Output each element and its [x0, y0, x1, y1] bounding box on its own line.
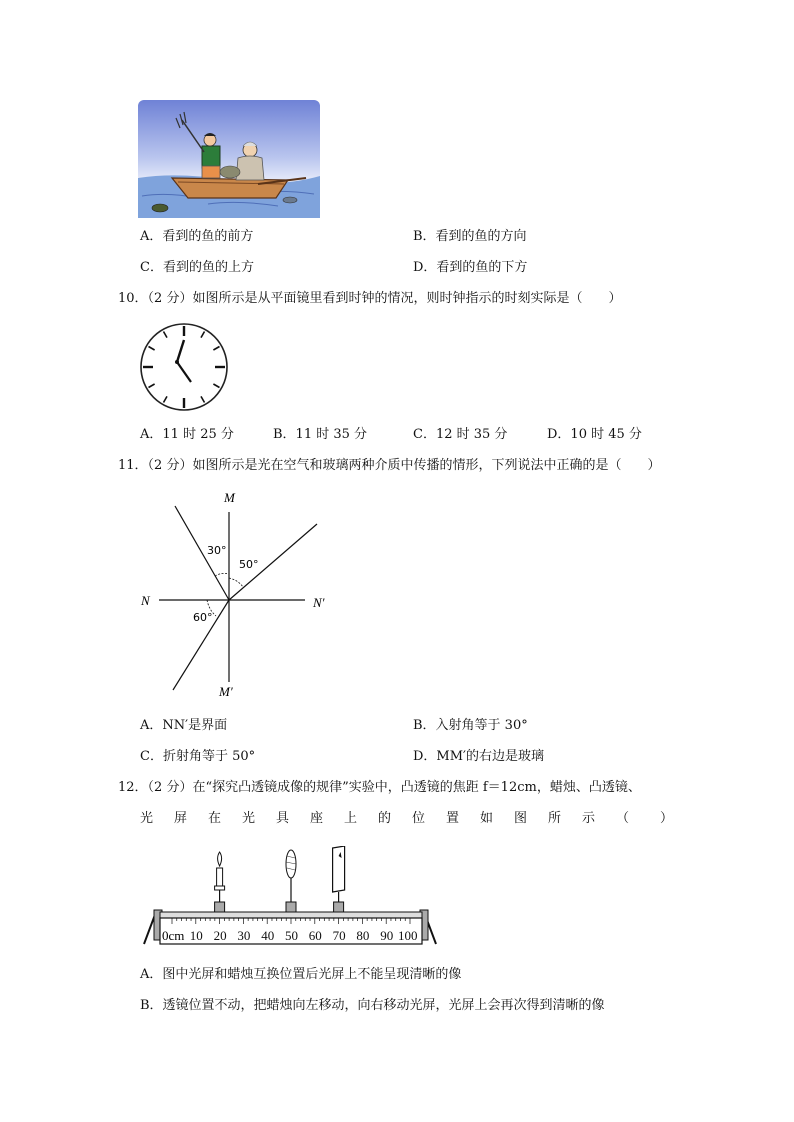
q11-option-d: D．MM′的右边是玻璃: [413, 749, 544, 764]
bench-tick-label: 70: [332, 928, 346, 943]
label-n: N: [141, 593, 150, 608]
q10-option-b: B．11 时 35 分: [273, 427, 368, 442]
q12-stem-line2: 光屏在光具座上的位置如图所示（: [140, 811, 651, 826]
q12-option-b: B．透镜位置不动，把蜡烛向左移动，向右移动光屏，光屏上会再次得到清晰的像: [140, 998, 605, 1013]
q9-option-b: B．看到的鱼的方向: [413, 229, 527, 244]
q11-option-c: C．折射角等于 50°: [140, 749, 256, 764]
candle: [215, 852, 225, 912]
q12-option-a: A．图中光屏和蜡烛互换位置后光屏上不能呈现清晰的像: [140, 967, 462, 982]
bench-tick-label: 30: [237, 928, 251, 943]
label-m: M: [224, 490, 235, 505]
convex-lens: [286, 850, 296, 912]
optical-bench-figure: [138, 846, 444, 950]
q10-option-a: A．11 时 25 分: [140, 427, 234, 442]
q11-stem: 11．（2 分）如图所示是光在空气和玻璃两种介质中传播的情形，下列说法中正确的是（ ）: [118, 458, 661, 473]
arc-30: [215, 573, 229, 576]
bench-tick-label: 100: [398, 928, 418, 943]
q9-option-a: A．看到的鱼的前方: [140, 229, 254, 244]
label-angle-60: 60°: [193, 611, 213, 624]
label-n-prime: N′: [313, 595, 325, 610]
bench-tick-label: 80: [356, 928, 370, 943]
q9-option-c: C．看到的鱼的上方: [140, 260, 254, 275]
q11-option-b: B．入射角等于 30°: [413, 718, 528, 733]
light-refraction-diagram: [135, 486, 345, 704]
q12-stem-line2-end: ）: [660, 811, 674, 826]
q9-option-d: D．看到的鱼的下方: [413, 260, 528, 275]
label-m-prime: M′: [219, 684, 233, 699]
bench-tick-label: 40: [261, 928, 275, 943]
bench-tick-label: 50: [285, 928, 298, 943]
label-angle-50: 50°: [239, 558, 259, 571]
bench-tick-label: 20: [213, 928, 227, 943]
mirror-clock-figure: [137, 320, 231, 414]
q12-stem-line1: 12．（2 分）在“探究凸透镜成像的规律”实验中，凸透镜的焦距 f＝12cm，蜡烛、凸透镜、: [118, 780, 641, 795]
bench-tick-label: 10: [189, 928, 203, 943]
bench-unit-label: 0cm: [162, 928, 185, 943]
bench-tick-label: 90: [380, 928, 394, 943]
arc-50: [229, 578, 243, 587]
q11-option-a: A．NN′是界面: [140, 718, 228, 733]
fishing-boat-illustration: [138, 100, 320, 218]
label-angle-30: 30°: [207, 544, 227, 557]
bench-tick-label: 60: [308, 928, 322, 943]
q10-option-d: D．10 时 45 分: [547, 427, 642, 442]
q10-option-c: C．12 时 35 分: [413, 427, 508, 442]
light-screen: [333, 846, 345, 912]
q10-stem: 10．（2 分）如图所示是从平面镜里看到时钟的情况，则时钟指示的时刻实际是（ ）: [118, 291, 622, 306]
